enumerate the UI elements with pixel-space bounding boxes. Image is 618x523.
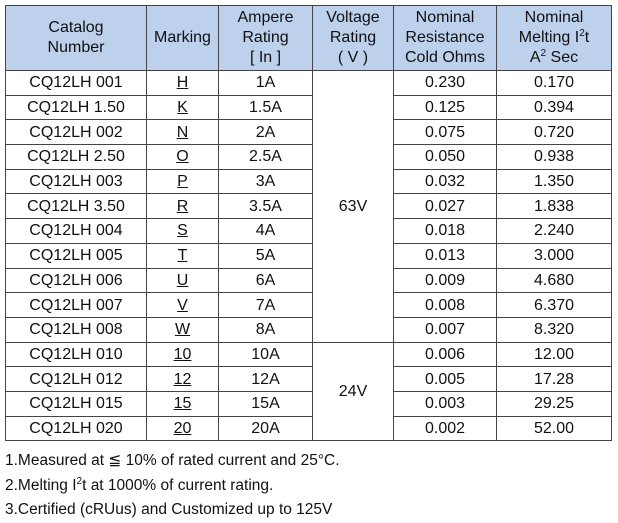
cell-melting-i2t: 12.00 bbox=[497, 342, 612, 367]
table-row bbox=[6, 391, 612, 416]
header-resistance-line2: Resistance bbox=[405, 29, 485, 46]
cell-nominal-resistance: 0.050 bbox=[394, 145, 497, 170]
header-ampere-line1: Ampere bbox=[237, 9, 294, 26]
cell-melting-i2t: 0.720 bbox=[497, 120, 612, 145]
cell-ampere-rating: 3A bbox=[219, 169, 313, 194]
cell-ampere-rating: 10A bbox=[219, 342, 313, 367]
header-ampere-rating bbox=[219, 6, 313, 71]
table-row bbox=[6, 317, 612, 342]
cell-catalog-number: CQ12LH 007 bbox=[6, 293, 147, 318]
cell-marking-text: H bbox=[176, 74, 189, 92]
header-resistance-line1: Nominal bbox=[415, 9, 475, 26]
cell-nominal-resistance: 0.027 bbox=[394, 194, 497, 219]
cell-ampere-rating: 1.5A bbox=[219, 95, 313, 120]
header-melting-line2 bbox=[497, 28, 611, 48]
cell-marking bbox=[147, 293, 219, 318]
table-row bbox=[6, 342, 612, 367]
cell-catalog-number: CQ12LH 2.50 bbox=[6, 145, 147, 170]
cell-nominal-resistance: 0.009 bbox=[394, 268, 497, 293]
cell-ampere-rating: 1A bbox=[219, 71, 313, 96]
cell-melting-i2t: 0.938 bbox=[497, 145, 612, 170]
cell-melting-i2t: 3.000 bbox=[497, 243, 612, 268]
cell-ampere-rating: 2.5A bbox=[219, 145, 313, 170]
cell-ampere-rating: 2A bbox=[219, 120, 313, 145]
cell-marking bbox=[147, 219, 219, 244]
footnote-2-rest: t at 1000% of current rating. bbox=[82, 476, 274, 494]
cell-catalog-number: CQ12LH 012 bbox=[6, 367, 147, 392]
cell-catalog-number: CQ12LH 008 bbox=[6, 317, 147, 342]
header-nominal-melting bbox=[497, 6, 612, 71]
table-row bbox=[6, 268, 612, 293]
table-row bbox=[6, 71, 612, 96]
cell-marking bbox=[147, 194, 219, 219]
cell-marking bbox=[147, 268, 219, 293]
cell-marking-text: N bbox=[176, 123, 189, 141]
cell-voltage-rating: 24V bbox=[313, 342, 394, 441]
cell-ampere-rating: 8A bbox=[219, 317, 313, 342]
cell-melting-i2t: 2.240 bbox=[497, 219, 612, 244]
cell-marking-text: O bbox=[176, 148, 189, 166]
cell-catalog-number: CQ12LH 3.50 bbox=[6, 194, 147, 219]
cell-catalog-number: CQ12LH 002 bbox=[6, 120, 147, 145]
cell-nominal-resistance: 0.125 bbox=[394, 95, 497, 120]
table-row bbox=[6, 293, 612, 318]
cell-melting-i2t: 4.680 bbox=[497, 268, 612, 293]
header-melting-t: t bbox=[584, 29, 590, 46]
cell-ampere-rating: 5A bbox=[219, 243, 313, 268]
footnote-3: 3.Certified (cRUus) and Customized up to 125V bbox=[5, 501, 333, 519]
cell-marking-text: 12 bbox=[173, 370, 192, 388]
cell-marking-text: P bbox=[177, 173, 188, 191]
footnote-2-text: 2.Melting I bbox=[5, 476, 77, 494]
header-ampere-line3: [ In ] bbox=[249, 49, 282, 66]
cell-ampere-rating: 20A bbox=[219, 416, 313, 441]
header-catalog-number bbox=[6, 6, 147, 71]
cell-ampere-rating: 4A bbox=[219, 219, 313, 244]
cell-ampere-rating: 6A bbox=[219, 268, 313, 293]
cell-catalog-number: CQ12LH 020 bbox=[6, 416, 147, 441]
header-catalog-line2: Number bbox=[47, 39, 105, 56]
header-melting-sup: 2 bbox=[579, 28, 585, 39]
spec-sheet bbox=[5, 5, 612, 523]
cell-marking bbox=[147, 169, 219, 194]
cell-melting-i2t: 17.28 bbox=[497, 367, 612, 392]
cell-voltage-rating: 63V bbox=[313, 71, 394, 343]
cell-nominal-resistance: 0.002 bbox=[394, 416, 497, 441]
header-voltage-line1: Voltage bbox=[326, 9, 380, 26]
cell-melting-i2t: 8.320 bbox=[497, 317, 612, 342]
header-row bbox=[6, 6, 612, 71]
cell-melting-i2t: 52.00 bbox=[497, 416, 612, 441]
table-body bbox=[6, 71, 612, 441]
cell-marking-text: K bbox=[177, 99, 188, 117]
table-row bbox=[6, 120, 612, 145]
header-melting-sec: Sec bbox=[546, 49, 579, 66]
table-row bbox=[6, 219, 612, 244]
cell-marking bbox=[147, 416, 219, 441]
table-row bbox=[6, 194, 612, 219]
cell-melting-i2t: 29.25 bbox=[497, 391, 612, 416]
cell-nominal-resistance: 0.003 bbox=[394, 391, 497, 416]
cell-catalog-number: CQ12LH 004 bbox=[6, 219, 147, 244]
cell-ampere-rating: 15A bbox=[219, 391, 313, 416]
cell-marking bbox=[147, 243, 219, 268]
cell-catalog-number: CQ12LH 005 bbox=[6, 243, 147, 268]
cell-catalog-number: CQ12LH 001 bbox=[6, 71, 147, 96]
table-row bbox=[6, 416, 612, 441]
header-marking bbox=[147, 6, 219, 71]
cell-marking-text: 15 bbox=[173, 395, 192, 413]
cell-marking bbox=[147, 342, 219, 367]
cell-marking-text: W bbox=[174, 321, 191, 339]
cell-melting-i2t: 6.370 bbox=[497, 293, 612, 318]
cell-nominal-resistance: 0.032 bbox=[394, 169, 497, 194]
cell-marking bbox=[147, 391, 219, 416]
cell-catalog-number: CQ12LH 1.50 bbox=[6, 95, 147, 120]
cell-marking bbox=[147, 95, 219, 120]
header-ampere-line2: Rating bbox=[242, 29, 289, 46]
header-melting-line1: Nominal bbox=[524, 9, 584, 26]
cell-marking bbox=[147, 145, 219, 170]
header-nominal-resistance bbox=[394, 6, 497, 71]
table-row bbox=[6, 95, 612, 120]
footnote-2-sup: 2 bbox=[76, 475, 83, 487]
fuse-rating-table bbox=[5, 5, 612, 441]
header-marking-label: Marking bbox=[154, 29, 211, 46]
cell-catalog-number: CQ12LH 006 bbox=[6, 268, 147, 293]
cell-melting-i2t: 0.170 bbox=[497, 71, 612, 96]
cell-nominal-resistance: 0.005 bbox=[394, 367, 497, 392]
footnote-1: 1.Measured at ≦ 10% of rated current and 25°C. bbox=[5, 452, 340, 470]
table-row bbox=[6, 145, 612, 170]
footnotes bbox=[5, 449, 612, 523]
header-melting-text: Melting I bbox=[518, 29, 580, 46]
header-melting-unit: A bbox=[529, 49, 541, 66]
cell-marking bbox=[147, 71, 219, 96]
cell-catalog-number: CQ12LH 010 bbox=[6, 342, 147, 367]
cell-nominal-resistance: 0.006 bbox=[394, 342, 497, 367]
cell-ampere-rating: 3.5A bbox=[219, 194, 313, 219]
cell-marking bbox=[147, 120, 219, 145]
cell-marking-text: S bbox=[177, 222, 188, 240]
cell-nominal-resistance: 0.230 bbox=[394, 71, 497, 96]
cell-catalog-number: CQ12LH 015 bbox=[6, 391, 147, 416]
cell-marking bbox=[147, 317, 219, 342]
header-voltage-line2: Rating bbox=[329, 29, 377, 46]
cell-marking-text: V bbox=[177, 296, 188, 314]
cell-melting-i2t: 1.350 bbox=[497, 169, 612, 194]
cell-marking-text: U bbox=[176, 271, 189, 289]
header-resistance-line3: Cold Ohms bbox=[404, 49, 486, 66]
footnote-2 bbox=[5, 474, 612, 499]
cell-marking-text: T bbox=[177, 247, 188, 265]
table-row bbox=[6, 243, 612, 268]
cell-melting-i2t: 1.838 bbox=[497, 194, 612, 219]
cell-ampere-rating: 12A bbox=[219, 367, 313, 392]
cell-marking bbox=[147, 367, 219, 392]
cell-nominal-resistance: 0.013 bbox=[394, 243, 497, 268]
header-melting-unit-sup: 2 bbox=[540, 48, 547, 59]
cell-catalog-number: CQ12LH 003 bbox=[6, 169, 147, 194]
cell-nominal-resistance: 0.075 bbox=[394, 120, 497, 145]
cell-ampere-rating: 7A bbox=[219, 293, 313, 318]
table-row bbox=[6, 367, 612, 392]
cell-nominal-resistance: 0.007 bbox=[394, 317, 497, 342]
cell-nominal-resistance: 0.018 bbox=[394, 219, 497, 244]
table-row bbox=[6, 169, 612, 194]
cell-marking-text: 10 bbox=[173, 345, 192, 363]
cell-melting-i2t: 0.394 bbox=[497, 95, 612, 120]
header-voltage-line3: ( V ) bbox=[337, 49, 369, 66]
header-voltage-rating bbox=[313, 6, 394, 71]
cell-nominal-resistance: 0.008 bbox=[394, 293, 497, 318]
cell-marking-text: R bbox=[176, 197, 189, 215]
cell-marking-text: 20 bbox=[173, 419, 192, 437]
header-catalog-line1: Catalog bbox=[48, 19, 104, 36]
header-melting-line3 bbox=[497, 48, 611, 68]
